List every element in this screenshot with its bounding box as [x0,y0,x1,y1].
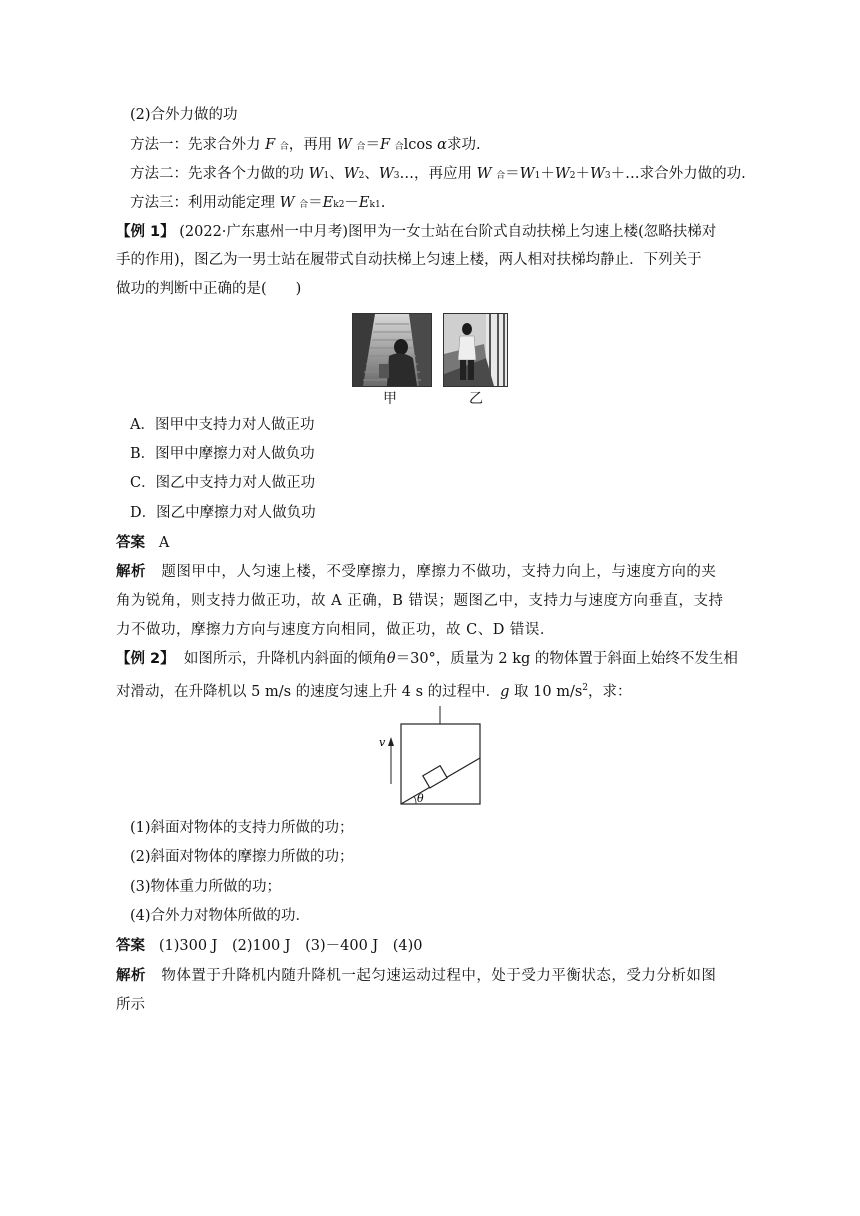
velocity-label: v [379,736,386,749]
section-title: (2)合外力做的功 [130,107,238,123]
example1-label: 【例 1】 [116,224,175,240]
option-a: A．图甲中支持力对人做正功 [130,417,315,433]
question-2: (2)斜面对物体的摩擦力所做的功； [130,849,354,865]
theta-label: θ [417,792,424,805]
example1-analysis-line3: 力不做功，摩擦力方向与速度方向相同，做正功，故 C、D 错误． [116,622,555,638]
analysis-label: 解析 [116,968,146,984]
elevator-incline-diagram [372,706,484,812]
question-4: (4)合外力对物体所做的功． [130,908,311,924]
example2-analysis-line2: 所示 [116,997,145,1013]
example1-analysis-line2: 角为锐角，则支持力做正功，故 A 正确，B 错误；题图乙中，支持力与速度方向垂直，支持 [116,593,724,609]
example2-label: 【例 2】 [116,651,175,667]
option-c: C．图乙中支持力对人做正功 [130,475,316,491]
example2-answer: 答案 (1)300 J (2)100 J (3)－400 J (4)0 [116,938,423,954]
question-1: (1)斜面对物体的支持力所做的功； [130,820,354,836]
walkway-photo-yi [443,313,508,387]
example2-stem-line1: 【例 2】 如图所示，升降机内斜面的倾角θ＝30°，质量为 2 kg 的物体置于斜面上始终不发生相 [116,651,738,667]
example1-source: (2022·广东惠州一中月考) [179,224,349,240]
option-d: D．图乙中摩擦力对人做负功 [130,505,316,521]
fig-label-jia: 甲 [383,391,397,407]
escalator-photo-jia [352,313,432,387]
fig-label-yi: 乙 [469,391,483,407]
example2-stem-line2: 对滑动，在升降机以 5 m/s 的速度匀速上升 4 s 的过程中．g 取 10 $m/s^2$，求： [116,683,632,700]
option-b: B．图甲中摩擦力对人做负功 [130,446,315,462]
answer-label: 答案 [116,535,145,551]
example1-stem-line3: 做功的判断中正确的是( ) [116,281,302,297]
example1-stem-line1: 【例 1】 (2022·广东惠州一中月考)图甲为一女士站在台阶式自动扶梯上匀速上楼(忽略扶梯对 [116,224,717,240]
method-1: 方法一：先求合外力 F 合，再用 W 合＝F 合lcos α求功. [130,137,481,153]
analysis-label: 解析 [116,564,146,580]
question-3: (3)物体重力所做的功； [130,879,282,895]
answer-label: 答案 [116,938,145,954]
example1-answer: 答案 A [116,535,170,551]
method-2: 方法二：先求各个力做的功 W1、W2、W3…，再应用 W 合＝W1＋W2＋W3＋…求合外力做的功. [130,166,746,182]
example1-stem-line2: 手的作用)，图乙为一男士站在履带式自动扶梯上匀速上楼，两人相对扶梯均静止．下列关于 [116,252,702,268]
method-3: 方法三：利用动能定理 W 合＝Ek2－Ek1. [130,195,386,211]
example2-analysis-line1: 解析 物体置于升降机内随升降机一起匀速运动过程中，处于受力平衡状态，受力分析如图 [116,968,717,984]
example1-analysis-line1: 解析 题图甲中，人匀速上楼，不受摩擦力，摩擦力不做功，支持力向上，与速度方向的夹 [116,564,717,580]
